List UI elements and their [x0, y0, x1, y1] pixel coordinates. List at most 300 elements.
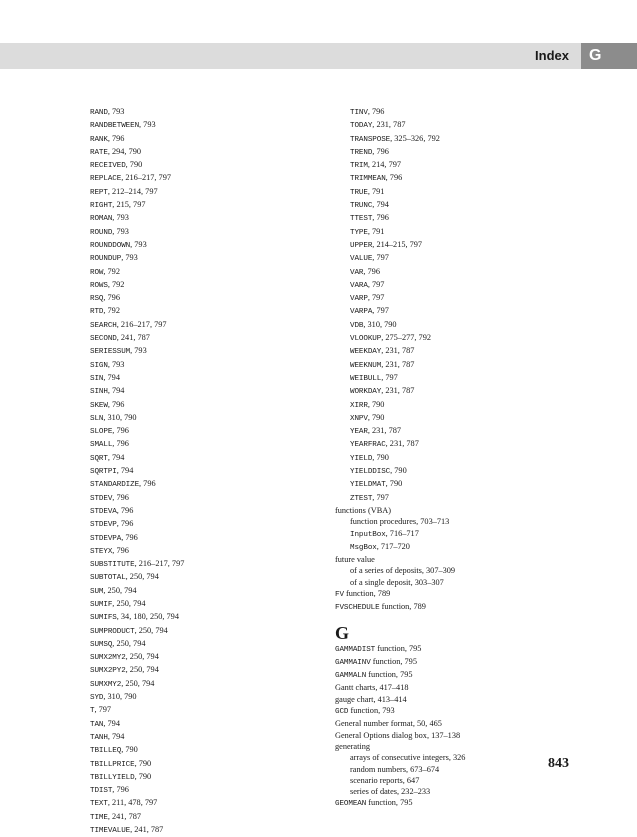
- index-entry: [90, 505, 340, 518]
- index-entry: [335, 399, 585, 412]
- index-term: GAMMAINV: [335, 658, 371, 667]
- index-entry: [90, 465, 340, 478]
- index-entry: [90, 611, 340, 624]
- index-term: SERIESSUM: [90, 348, 131, 357]
- index-pages: , 231, 787: [381, 346, 415, 356]
- index-pages: , 231, 787: [381, 386, 415, 396]
- index-entry: [335, 292, 585, 305]
- index-entry: [90, 199, 340, 212]
- index-term: SUMSQ: [90, 640, 113, 649]
- index-pages: , 797: [372, 492, 389, 502]
- index-entry: [90, 784, 340, 797]
- index-entry: [335, 588, 585, 601]
- index-entry: [90, 638, 340, 651]
- index-term: UPPER: [350, 241, 373, 250]
- index-pages: , 796: [363, 266, 380, 276]
- index-term: FVSCHEDULE: [335, 604, 380, 613]
- index-term: TREND: [350, 148, 373, 157]
- index-pages: , 796: [112, 492, 129, 502]
- index-term: TODAY: [350, 122, 373, 131]
- index-pages: , 790: [367, 399, 385, 409]
- index-term: SIN: [90, 374, 104, 383]
- index-pages: , 796: [112, 785, 129, 795]
- index-pages: , 793: [139, 120, 156, 130]
- index-column-right: [335, 106, 585, 811]
- index-pages: , 797: [372, 253, 389, 263]
- index-term: YIELDMAT: [350, 481, 386, 490]
- index-term: TIMEVALUE: [90, 827, 131, 836]
- index-entry: [90, 226, 340, 239]
- index-entry: [90, 133, 340, 146]
- index-pages: , 791: [367, 186, 385, 196]
- index-entry: [335, 106, 585, 119]
- index-entry: [335, 516, 585, 527]
- index-pages: , 212–214, 797: [107, 186, 158, 196]
- index-pages: function, 795: [366, 670, 413, 680]
- index-term: SINH: [90, 388, 108, 397]
- section-letter-heading: G: [335, 622, 350, 643]
- index-pages: , 792: [103, 306, 120, 316]
- index-pages: , 793: [107, 107, 125, 116]
- index-term: SEARCH: [90, 321, 117, 330]
- index-pages: , 250, 794: [125, 665, 159, 675]
- index-pages: , 796: [116, 519, 134, 529]
- index-entry: [335, 172, 585, 185]
- index-entry: [335, 465, 585, 478]
- index-term: STDEVPA: [90, 534, 122, 543]
- index-term: STDEVA: [90, 507, 117, 516]
- index-entry: [335, 541, 585, 554]
- index-entry: [90, 598, 340, 611]
- index-pages: , 231, 787: [385, 439, 419, 449]
- index-entry: [90, 571, 340, 584]
- index-pages: , 796: [116, 505, 134, 515]
- index-entry: [335, 359, 585, 372]
- index-pages: , 310, 790: [103, 692, 137, 702]
- index-pages: , 250, 794: [112, 638, 146, 648]
- index-term: STEYX: [90, 547, 113, 556]
- index-entry: [90, 252, 340, 265]
- index-pages: function, 795: [366, 798, 413, 808]
- index-entry: [335, 565, 585, 576]
- index-entry: [90, 824, 340, 837]
- index-pages: , 796: [112, 439, 129, 449]
- index-term: SECOND: [90, 335, 117, 344]
- index-term: ROUNDDOWN: [90, 241, 131, 250]
- index-entry: [335, 119, 585, 132]
- index-term: RATE: [90, 148, 108, 157]
- index-entry: [335, 412, 585, 425]
- index-term: generating: [335, 741, 371, 751]
- index-pages: , 794: [103, 718, 120, 728]
- index-pages: , 325–326, 792: [390, 133, 440, 143]
- index-term: TEXT: [90, 800, 108, 809]
- index-pages: , 794: [107, 386, 125, 396]
- index-term: ROUNDUP: [90, 255, 122, 264]
- index-term: SQRTPI: [90, 468, 117, 477]
- index-pages: , 794: [103, 372, 120, 382]
- index-term: TRUE: [350, 188, 368, 197]
- index-column-left: [90, 106, 340, 837]
- index-entry: [90, 438, 340, 451]
- index-entry: [90, 532, 340, 545]
- index-term: VDB: [350, 321, 364, 330]
- index-entry: [335, 492, 585, 505]
- index-term: ROW: [90, 268, 104, 277]
- index-entry: [335, 438, 585, 451]
- index-entry: [90, 212, 340, 225]
- index-entry: [90, 718, 340, 731]
- index-term: SYD: [90, 694, 104, 703]
- index-term: arrays of consecutive integers, 326: [350, 753, 466, 763]
- index-entry: [335, 252, 585, 265]
- index-entry: [90, 119, 340, 132]
- section-letter-tab: G: [581, 43, 637, 69]
- index-entry: [335, 279, 585, 292]
- index-term: GCD: [335, 708, 349, 717]
- index-term: scenario reports, 647: [350, 775, 420, 785]
- index-entry: [90, 585, 340, 598]
- index-pages: , 250, 794: [125, 572, 159, 582]
- index-pages: , 793: [130, 346, 147, 356]
- index-term: TDIST: [90, 787, 113, 796]
- index-entry: [335, 694, 585, 705]
- index-pages: , 790: [390, 466, 407, 476]
- index-term: SQRT: [90, 454, 108, 463]
- index-term: of a series of deposits, 307–309: [350, 566, 456, 576]
- index-term: RSQ: [90, 295, 104, 304]
- index-term: TINV: [350, 109, 368, 117]
- index-pages: , 214, 797: [367, 160, 402, 170]
- index-entry: [90, 731, 340, 744]
- index-term: TBILLEQ: [90, 747, 122, 756]
- index-pages: , 216–217, 797: [121, 173, 171, 183]
- index-pages: , 796: [367, 107, 385, 116]
- index-pages: , 797: [367, 293, 385, 303]
- index-entry: [90, 319, 340, 332]
- index-pages: , 717–720: [376, 541, 410, 551]
- index-pages: , 250, 794: [134, 625, 168, 635]
- index-term: RANK: [90, 135, 108, 144]
- index-term: series of dates, 232–233: [350, 787, 431, 797]
- index-term: TYPE: [350, 228, 368, 237]
- index-entry: [335, 601, 585, 614]
- index-entry: [335, 385, 585, 398]
- index-pages: , 790: [121, 745, 138, 755]
- index-term: VARP: [350, 295, 368, 304]
- index-entry: [335, 146, 585, 159]
- index-term: RTD: [90, 308, 104, 317]
- index-term: TRUNC: [350, 202, 373, 211]
- index-entry: [90, 545, 340, 558]
- index-pages: function, 793: [348, 706, 395, 716]
- index-entry: [90, 305, 340, 318]
- index-entry: [90, 518, 340, 531]
- index-term: STDEV: [90, 494, 113, 503]
- index-pages: , 716–717: [385, 528, 419, 538]
- index-pages: , 794: [116, 466, 134, 476]
- index-entry: [90, 651, 340, 664]
- index-term: XIRR: [350, 401, 368, 410]
- index-term: TBILLPRICE: [90, 760, 135, 769]
- index-pages: , 796: [112, 545, 129, 555]
- index-pages: , 796: [372, 213, 389, 223]
- index-term: random numbers, 673–674: [350, 764, 440, 774]
- index-entry: [90, 292, 340, 305]
- index-term: TRANSPOSE: [350, 135, 391, 144]
- index-pages: , 790: [134, 771, 152, 781]
- index-entry: [335, 186, 585, 199]
- index-term: SUMX2MY2: [90, 654, 126, 663]
- index-entry: [335, 305, 585, 318]
- index-entry: [90, 758, 340, 771]
- index-pages: , 241, 787: [107, 811, 142, 821]
- index-term: Gantt charts, 417–418: [335, 683, 409, 693]
- index-entry: [90, 478, 340, 491]
- index-term: WEIBULL: [350, 374, 382, 383]
- index-pages: , 794: [107, 731, 125, 741]
- index-pages: , 790: [125, 160, 143, 170]
- index-entry: [90, 691, 340, 704]
- index-entry: [335, 332, 585, 345]
- index-entry: [90, 332, 340, 345]
- index-entry: [90, 172, 340, 185]
- index-pages: , 310, 790: [103, 412, 137, 422]
- index-term: SLN: [90, 414, 104, 423]
- index-entry: [90, 385, 340, 398]
- index-entry: [335, 199, 585, 212]
- index-entry: [90, 399, 340, 412]
- index-entry: [90, 811, 340, 824]
- index-term: VAR: [350, 268, 364, 277]
- index-pages: , 796: [107, 133, 125, 143]
- index-term: InputBox: [350, 530, 386, 539]
- index-pages: , 793: [107, 359, 125, 369]
- index-entry: [335, 159, 585, 172]
- index-pages: , 275–277, 792: [381, 333, 431, 343]
- index-term: GAMMADIST: [335, 645, 376, 654]
- index-entry: [335, 478, 585, 491]
- index-term: SUMIF: [90, 600, 113, 609]
- index-term: T: [90, 707, 95, 716]
- index-term: SUBTOTAL: [90, 574, 126, 583]
- index-term: YIELDDISC: [350, 468, 391, 477]
- index-term: SIGN: [90, 361, 108, 370]
- index-pages: , 792: [103, 266, 120, 276]
- index-pages: , 794: [107, 452, 125, 462]
- index-pages: , 241, 787: [130, 825, 164, 835]
- index-pages: , 310, 790: [363, 319, 397, 329]
- index-term: SUMPRODUCT: [90, 627, 135, 636]
- index-term: SUMIFS: [90, 614, 117, 623]
- index-entry: [90, 279, 340, 292]
- index-term: TRIMMEAN: [350, 175, 386, 184]
- index-pages: , 793: [130, 239, 147, 249]
- index-entry: [90, 412, 340, 425]
- index-term: SUMXMY2: [90, 680, 122, 689]
- index-entry: [335, 133, 585, 146]
- index-pages: , 796: [121, 532, 138, 542]
- index-term: RIGHT: [90, 202, 113, 211]
- index-term: MsgBox: [350, 543, 377, 552]
- index-entry: [90, 425, 340, 438]
- index-term: General Options dialog box, 137–138: [335, 730, 461, 740]
- index-term: WEEKNUM: [350, 361, 382, 370]
- index-term: GEOMEAN: [335, 800, 367, 809]
- index-entry: [90, 797, 340, 810]
- index-term: ROUND: [90, 228, 113, 237]
- index-pages: function, 789: [343, 588, 391, 598]
- index-pages: , 791: [367, 226, 385, 236]
- index-entry: [335, 372, 585, 385]
- index-term: SUBSTITUTE: [90, 561, 135, 570]
- index-entry: [335, 669, 585, 682]
- running-header-title: Index: [535, 48, 569, 63]
- index-pages: , 214–215, 797: [372, 239, 423, 249]
- index-pages: , 796: [107, 399, 125, 409]
- index-pages: , 231, 787: [367, 426, 402, 436]
- index-entry: [90, 664, 340, 677]
- index-entries-top: [335, 106, 585, 615]
- index-entry: [90, 159, 340, 172]
- index-term: SUMX2PY2: [90, 667, 126, 676]
- index-entry: [335, 345, 585, 358]
- index-pages: , 796: [103, 293, 120, 303]
- index-entry: [335, 505, 585, 516]
- index-entry: [335, 577, 585, 588]
- index-entry: [90, 146, 340, 159]
- index-pages: , 241, 787: [116, 333, 150, 343]
- index-entry: [90, 266, 340, 279]
- index-entry: [90, 345, 340, 358]
- page-number: 843: [548, 756, 569, 771]
- index-pages: , 796: [139, 479, 156, 489]
- index-term: of a single deposit, 303–307: [350, 577, 444, 587]
- index-term: XNPV: [350, 414, 368, 423]
- index-term: GAMMALN: [335, 672, 367, 681]
- index-term: SLOPE: [90, 428, 113, 437]
- index-term: TAN: [90, 720, 104, 729]
- index-term: TTEST: [350, 215, 373, 224]
- index-term: FV: [335, 590, 344, 599]
- index-entry: [90, 106, 340, 119]
- index-term: YEAR: [350, 428, 368, 437]
- index-entry: [335, 797, 585, 810]
- index-pages: , 793: [112, 213, 129, 223]
- index-entry: [335, 266, 585, 279]
- index-term: functions (VBA): [335, 505, 391, 515]
- index-term: TANH: [90, 733, 108, 742]
- index-term: WEEKDAY: [350, 348, 382, 357]
- index-term: VARA: [350, 281, 368, 290]
- index-term: SKEW: [90, 401, 108, 410]
- index-term: TIME: [90, 813, 108, 822]
- index-pages: function, 795: [370, 656, 417, 666]
- index-entry: [335, 718, 585, 729]
- index-entry: [90, 678, 340, 691]
- index-pages: , 34, 180, 250, 794: [116, 612, 179, 622]
- index-term: YIELD: [350, 454, 373, 463]
- index-term: General number format, 50, 465: [335, 719, 442, 729]
- index-term: future value: [335, 555, 375, 565]
- index-term: SMALL: [90, 441, 113, 450]
- index-entry: [90, 239, 340, 252]
- index-pages: , 796: [385, 173, 403, 183]
- index-pages: , 794: [372, 200, 389, 210]
- index-term: RANDBETWEEN: [90, 122, 140, 131]
- index-pages: , 216–217, 797: [116, 319, 167, 329]
- index-pages: , 796: [372, 146, 389, 156]
- index-pages: , 790: [367, 412, 385, 422]
- index-term: VLOOKUP: [350, 335, 382, 344]
- index-entry: [90, 558, 340, 571]
- index-pages: , 231, 787: [381, 359, 415, 369]
- index-entry: [335, 730, 585, 741]
- index-pages: , 796: [112, 426, 129, 436]
- index-pages: function, 795: [375, 643, 422, 653]
- index-entry: [335, 741, 585, 752]
- index-entry: [335, 239, 585, 252]
- index-term: function procedures, 703–713: [350, 517, 450, 527]
- index-entry: [335, 452, 585, 465]
- index-pages: , 790: [134, 758, 152, 768]
- index-pages: , 790: [385, 479, 403, 489]
- index-pages: , 216–217, 797: [134, 559, 185, 569]
- index-pages: , 790: [372, 452, 389, 462]
- index-pages: , 250, 794: [125, 652, 159, 662]
- index-pages: , 231, 787: [372, 120, 406, 130]
- index-entry: [335, 226, 585, 239]
- index-entry: [90, 186, 340, 199]
- index-pages: , 797: [372, 306, 389, 316]
- index-term: STDEVP: [90, 521, 117, 530]
- index-entry: [90, 771, 340, 784]
- index-entry: [90, 744, 340, 757]
- index-pages: , 797: [94, 705, 112, 715]
- index-pages: , 793: [121, 253, 138, 263]
- index-entry: [335, 212, 585, 225]
- index-pages: , 797: [381, 372, 398, 382]
- index-pages: , 793: [112, 226, 129, 236]
- index-entry: [335, 705, 585, 718]
- index-term: TRIM: [350, 162, 368, 171]
- index-entry: [90, 359, 340, 372]
- index-term: REPLACE: [90, 175, 122, 184]
- index-entry: [335, 528, 585, 541]
- index-entry: [90, 452, 340, 465]
- index-entry: [90, 372, 340, 385]
- index-pages: function, 789: [379, 602, 426, 612]
- index-pages: , 250, 794: [103, 585, 137, 595]
- index-term: VARPA: [350, 308, 373, 317]
- index-entry: [335, 643, 585, 656]
- index-entry: [90, 492, 340, 505]
- index-pages: , 211, 478, 797: [107, 798, 158, 808]
- index-entry: [335, 682, 585, 693]
- index-term: ZTEST: [350, 494, 373, 503]
- index-term: RECEIVED: [90, 162, 126, 171]
- index-term: YEARFRAC: [350, 441, 386, 450]
- index-entry: [90, 704, 340, 717]
- index-pages: , 250, 794: [112, 598, 146, 608]
- index-pages: , 215, 797: [112, 200, 146, 210]
- index-entry: [335, 319, 585, 332]
- index-entries-bottom: [335, 643, 585, 811]
- index-term: ROWS: [90, 281, 108, 290]
- index-entry: [335, 656, 585, 669]
- index-entry: [90, 625, 340, 638]
- index-term: REPT: [90, 188, 108, 197]
